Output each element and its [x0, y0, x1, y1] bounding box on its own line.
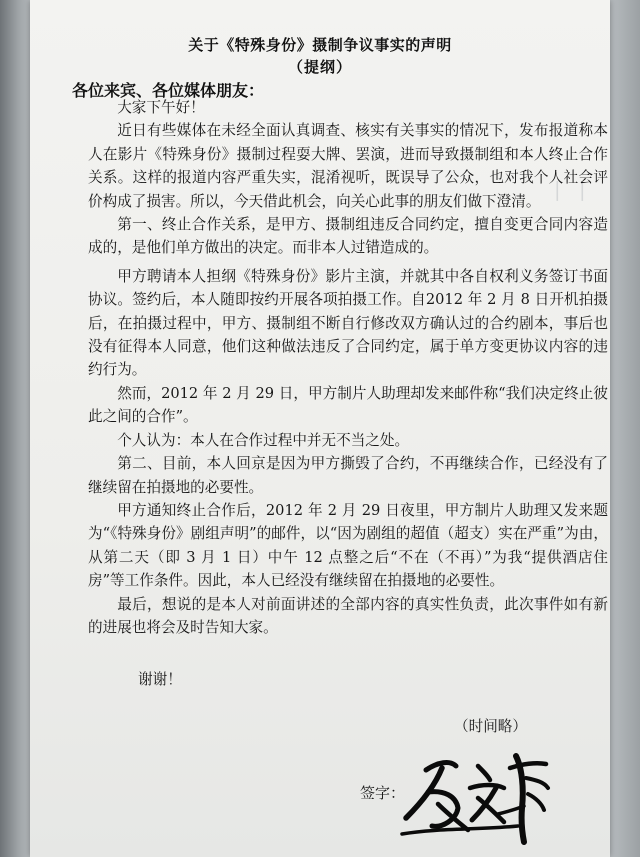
- paragraph-personal-view: 个人认为：本人在合作过程中并无不当之处。: [117, 431, 410, 449]
- paragraph-intro: 近日有些媒体在未经全面认真调查、核实有关事实的情况下，发布报道称本人在影片《特殊身份》摄制过程耍大牌、罢演，进而导致摄制组和本人终止合作关系。这样的报道内容严重失实，混淆视听，既误导了公众，也对我个人社会评价构成了损害。所以，今天借此机会，向关心此事的朋友们做下澄清。: [88, 122, 608, 210]
- bleed-through-mark: — —: [545, 180, 595, 202]
- paragraph-point-two: 第二、目前，本人回京是因为甲方撕毁了合约，不再继续合作，已经没有了继续留在拍摄地的必要性。: [88, 455, 608, 496]
- salutation: 各位来宾、各位媒体朋友：: [72, 81, 265, 100]
- document-title: 关于《特殊身份》摄制争议事实的声明: [188, 36, 452, 54]
- paragraph-second-email: 甲方通知终止合作后，2012 年 2 月 29 日夜里，甲方制片人助理又发来题为“《特殊身份》剧组声明”的邮件，以“因为剧组的超值（超支）实在严重”为由，从第二天（即 3 月 1 日）中午 12 点整之后“不在（不再）”为我“提供酒店住房”等工作条件。因此，本人已经没有继续留在拍摄地的必要性。: [88, 501, 608, 590]
- time-note: （时间略）: [454, 718, 527, 735]
- closing-thanks: 谢谢！: [138, 671, 182, 688]
- document-page: [30, 0, 610, 857]
- paragraph-point-one: 第一、终止合作关系，是甲方、摄制组违反合同约定，擅自变更合同内容造成的，是他们单方做出的决定。而非本人过错造成的。: [88, 216, 608, 257]
- paragraph-termination-email: 然而，2012 年 2 月 29 日，甲方制片人助理却发来邮件称“我们决定终止彼此之间的合作”。: [88, 384, 608, 426]
- handwritten-signature: [398, 748, 558, 848]
- paragraph-final: 最后，想说的是本人对前面讲述的全部内容的真实性负责，此次事件如有新的进展也将会及时告知大家。: [88, 595, 608, 636]
- paragraph-greeting: 大家下午好！: [117, 99, 205, 116]
- signature-label: 签字：: [360, 784, 406, 802]
- paragraph-contract-details: 甲方聘请本人担纲《特殊身份》影片主演，并就其中各自权利义务签订书面协议。签约后，本人随即按约开展各项拍摄工作。自2012 年 2 月 8 日开机拍摄后，在拍摄过程中，甲方、摄制组不断自行修改双方确认过的合约剧本，事后也没有征得本人同意，他们这种做法违反了合同约定，属于单方变更协议内容的违约行为。: [88, 267, 608, 379]
- statement-body: [88, 96, 608, 639]
- document-subtitle: （提纲）: [287, 58, 352, 76]
